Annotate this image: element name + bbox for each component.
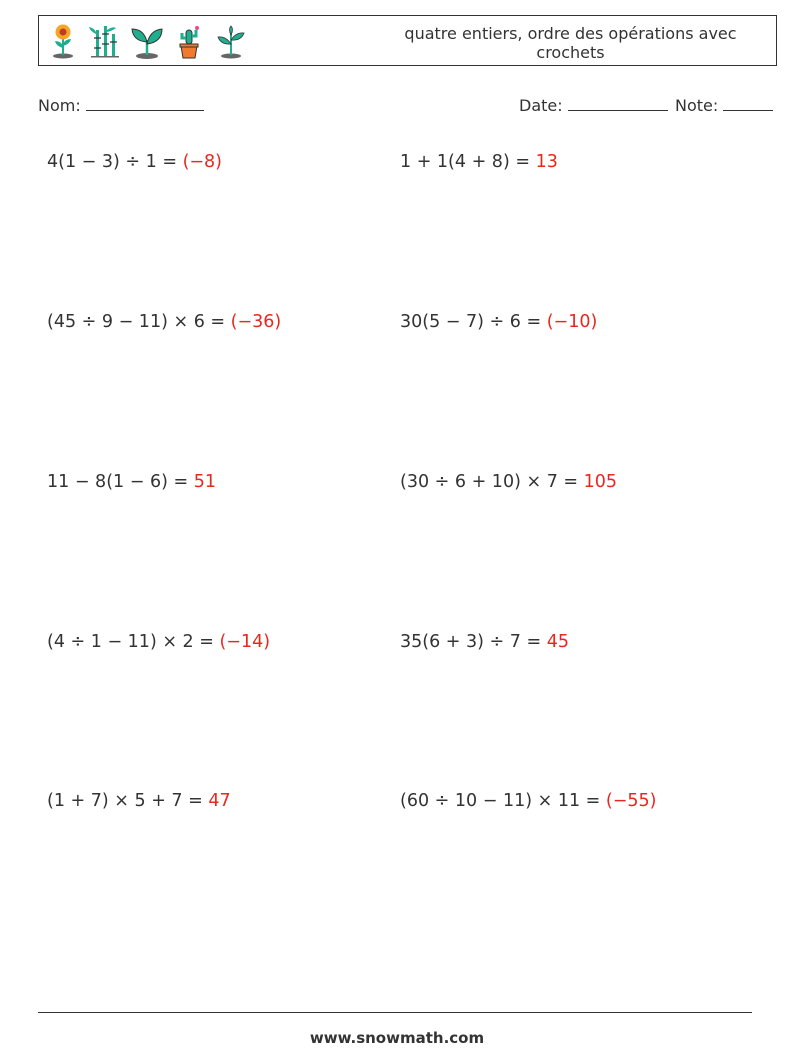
problem-answer: (−55)	[605, 791, 657, 811]
grade-field	[675, 94, 773, 115]
problem-expression: (60 ÷ 10 − 11) × 11 =	[400, 791, 606, 811]
problem-2	[400, 152, 558, 172]
footer-divider	[38, 1012, 752, 1013]
problem-answer: 45	[546, 632, 569, 652]
problem-7	[47, 632, 270, 652]
bamboo-icon	[87, 22, 123, 60]
problem-expression: 30(5 − 7) ÷ 6 =	[400, 312, 547, 332]
header-icons	[45, 21, 249, 61]
problem-answer: 51	[193, 472, 216, 492]
problem-expression: (45 ÷ 9 − 11) × 6 =	[47, 312, 231, 332]
problem-1	[47, 152, 222, 172]
problem-4	[400, 312, 597, 332]
problem-answer: 47	[208, 791, 231, 811]
name-label: Nom:	[38, 96, 81, 115]
problem-answer: 13	[535, 152, 558, 172]
problem-answer: (−36)	[230, 312, 282, 332]
problem-expression: (4 ÷ 1 − 11) × 2 =	[47, 632, 220, 652]
problem-8	[400, 632, 569, 652]
grade-label: Note:	[675, 96, 719, 115]
problem-9	[47, 791, 231, 811]
date-field	[519, 94, 668, 115]
problem-5	[47, 472, 216, 492]
seedling-icon	[213, 22, 249, 60]
problem-answer: (−10)	[546, 312, 598, 332]
problem-answer: (−14)	[219, 632, 271, 652]
problem-expression: 11 − 8(1 − 6) =	[47, 472, 194, 492]
name-field	[38, 94, 204, 115]
name-blank[interactable]	[86, 94, 204, 111]
problem-answer: (−8)	[182, 152, 223, 172]
date-blank[interactable]	[568, 94, 668, 111]
footer-site-link[interactable]: www.snowmath.com	[309, 1029, 485, 1047]
problem-3	[47, 312, 281, 332]
sprout-icon	[129, 22, 165, 60]
cactus-pot-icon	[171, 22, 207, 60]
problem-10	[400, 791, 656, 811]
problem-expression: (1 + 7) × 5 + 7 =	[47, 791, 209, 811]
problem-expression: (30 ÷ 6 + 10) × 7 =	[400, 472, 584, 492]
date-label: Date:	[519, 96, 563, 115]
problem-expression: 35(6 + 3) ÷ 7 =	[400, 632, 547, 652]
problem-6	[400, 472, 617, 492]
grade-blank[interactable]	[723, 94, 773, 111]
problem-answer: 105	[583, 472, 618, 492]
sunflower-icon	[45, 22, 81, 60]
worksheet-header	[38, 15, 777, 66]
worksheet-title: quatre entiers, ordre des opérations avec crochets	[404, 24, 737, 62]
problem-expression: 1 + 1(4 + 8) =	[400, 152, 536, 172]
problem-expression: 4(1 − 3) ÷ 1 =	[47, 152, 183, 172]
